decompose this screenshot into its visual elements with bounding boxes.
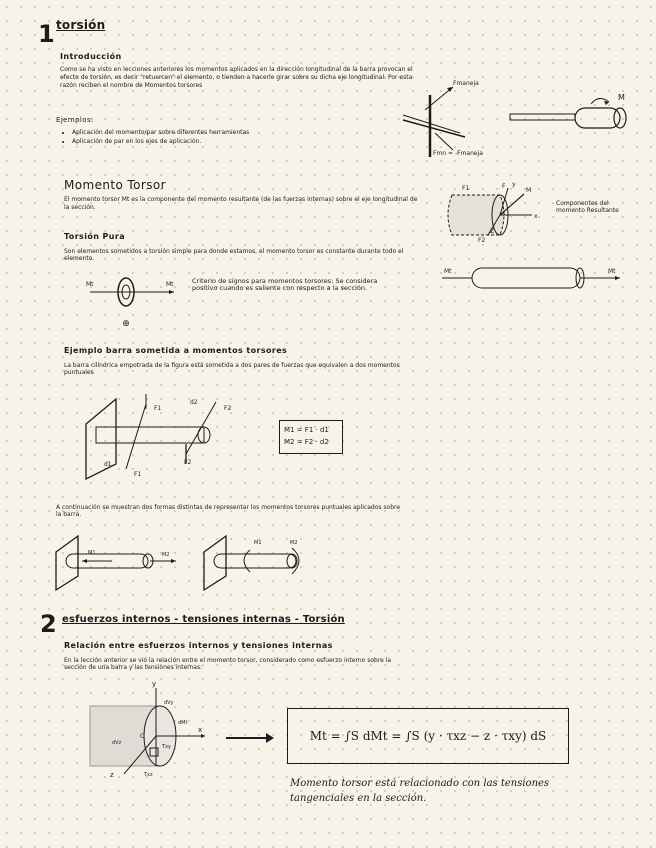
comp-label: F [502, 183, 506, 190]
ej-label: F1 [134, 471, 142, 478]
torsion-pura-heading: Torsión Pura [64, 232, 126, 241]
formula-box [287, 708, 569, 764]
stress-label: Txz [144, 772, 153, 778]
section-2-number: 2 [40, 610, 57, 638]
force-pair-figure [395, 75, 515, 165]
fig1-label: Fmn = -Fmaneja [433, 150, 483, 157]
ej-label: F2 [224, 405, 232, 412]
momento-heading: Momento Torsor [64, 178, 166, 192]
stress-element-figure [80, 682, 215, 782]
ejemplo-figure [76, 394, 246, 484]
continuation-text: A continuación se muestran dos formas distintas de representar los momentos torsores puntuales aplicados sobre la barra. [56, 504, 401, 518]
section-2-heading: Relación entre esfuerzos internos y tensiones internas [64, 641, 333, 650]
section-2-title: esfuerzos internos - tensiones internas - Torsión [62, 614, 345, 625]
stress-label: x [198, 726, 203, 734]
comp-label: F1 [462, 185, 470, 192]
comp-label: Z [490, 228, 495, 235]
examples-list [62, 128, 372, 146]
stress-label: Txy [162, 744, 171, 750]
ej-label: F2 [184, 459, 192, 466]
bar-label: Mt [444, 268, 452, 275]
equation-m1: M1 = F1 · d1 [284, 426, 329, 434]
sign-criteria: Criterio de signos para momentos torsores: Se considera positivo cuando es saliente con respecto a la sección. [192, 277, 378, 292]
section-2-text: En la lección anterior se vió la relación entre el momento torsor, considerado como esfuerzo interno sobre la sección de una barra y las tensiones internas: [64, 657, 392, 671]
stress-label: dVz [112, 740, 122, 746]
example-item: • Aplicación del momento/par sobre diferentes herramientas [72, 128, 372, 137]
plus-sign: ⊕ [122, 319, 130, 329]
conclusion-text: Momento torsor está relacionado con las tensiones tangenciales en la sección. [290, 778, 550, 804]
moments-equation-box [279, 420, 343, 454]
ej-label: d2 [190, 399, 198, 406]
tp-label: Mt [166, 281, 174, 288]
components-label: Componentes del momento Resultante [556, 200, 619, 214]
section-1-title: torsión [56, 18, 106, 32]
tp-label: Mt [86, 281, 94, 288]
ejemplo-text: La barra cilíndrica empotrada de la figura está sometida a dos pares de fuerzas que equivalen a dos momentos puntuales [64, 362, 400, 376]
torsion-formula: Mt = ∫S dMt = ∫S (y · τxz − z · τxy) dS [309, 729, 547, 743]
examples-heading: Ejemplos: [56, 116, 94, 124]
comp-label: x [534, 213, 538, 220]
components-figure [440, 180, 550, 245]
shaft-moment-figure [505, 90, 635, 140]
comp-label: y [512, 181, 516, 188]
comp-label: M [526, 187, 532, 194]
fig1-label: Fmaneja [453, 80, 479, 87]
example-item: • Aplicación de par en los ejes de aplicación. [72, 137, 372, 146]
arrow-icon [224, 730, 280, 746]
section-1-number: 1 [38, 20, 55, 48]
stress-label: dVy [164, 700, 174, 706]
stress-label: y [152, 680, 157, 688]
intro-heading: Introducción [60, 52, 122, 61]
ejemplo-heading: Ejemplo barra sometida a momentos torsores [64, 346, 288, 355]
rep-label: M1 [254, 540, 262, 546]
stress-label: C [140, 733, 145, 740]
torsion-pura-text: Son elementos sometidos a torsión simple para donde estamos, el momento torsor es constante durante todo el elemento. [64, 248, 404, 262]
rep-label: M2 [162, 552, 170, 558]
rep-label: M1 [88, 550, 96, 556]
stress-label: dMt [178, 720, 188, 726]
fig2-label: M [618, 93, 625, 102]
momento-text: El momento torsor Mt es la componente del momento resultante (de las fuerzas internas) sobre el eje longitudinal de la sección. [64, 196, 418, 211]
rep-label: M2 [290, 540, 298, 546]
stress-label: z [110, 771, 114, 779]
intro-text: Como se ha visto en lecciones anteriores los momentos aplicados en la dirección longitudinal de la barra provocan el efecto de torsión, es decir "retuercen" el elemento, o tienden a hacerlo girar sobre su dicha eje longitudinal. Por esta razón reciben el nombre de Momentos torsores [60, 66, 413, 89]
rep-figure-curls [200, 532, 310, 592]
torsion-pura-figure [84, 268, 184, 330]
bar-torsion-figure [440, 264, 625, 294]
bar-label: Mt [608, 268, 616, 275]
ej-label: F1 [154, 405, 162, 412]
equation-m2: M2 = F2 · d2 [284, 438, 329, 446]
ej-label: d1 [104, 461, 112, 468]
rep-figure-arrows [52, 532, 182, 592]
comp-label: F2 [478, 237, 486, 244]
